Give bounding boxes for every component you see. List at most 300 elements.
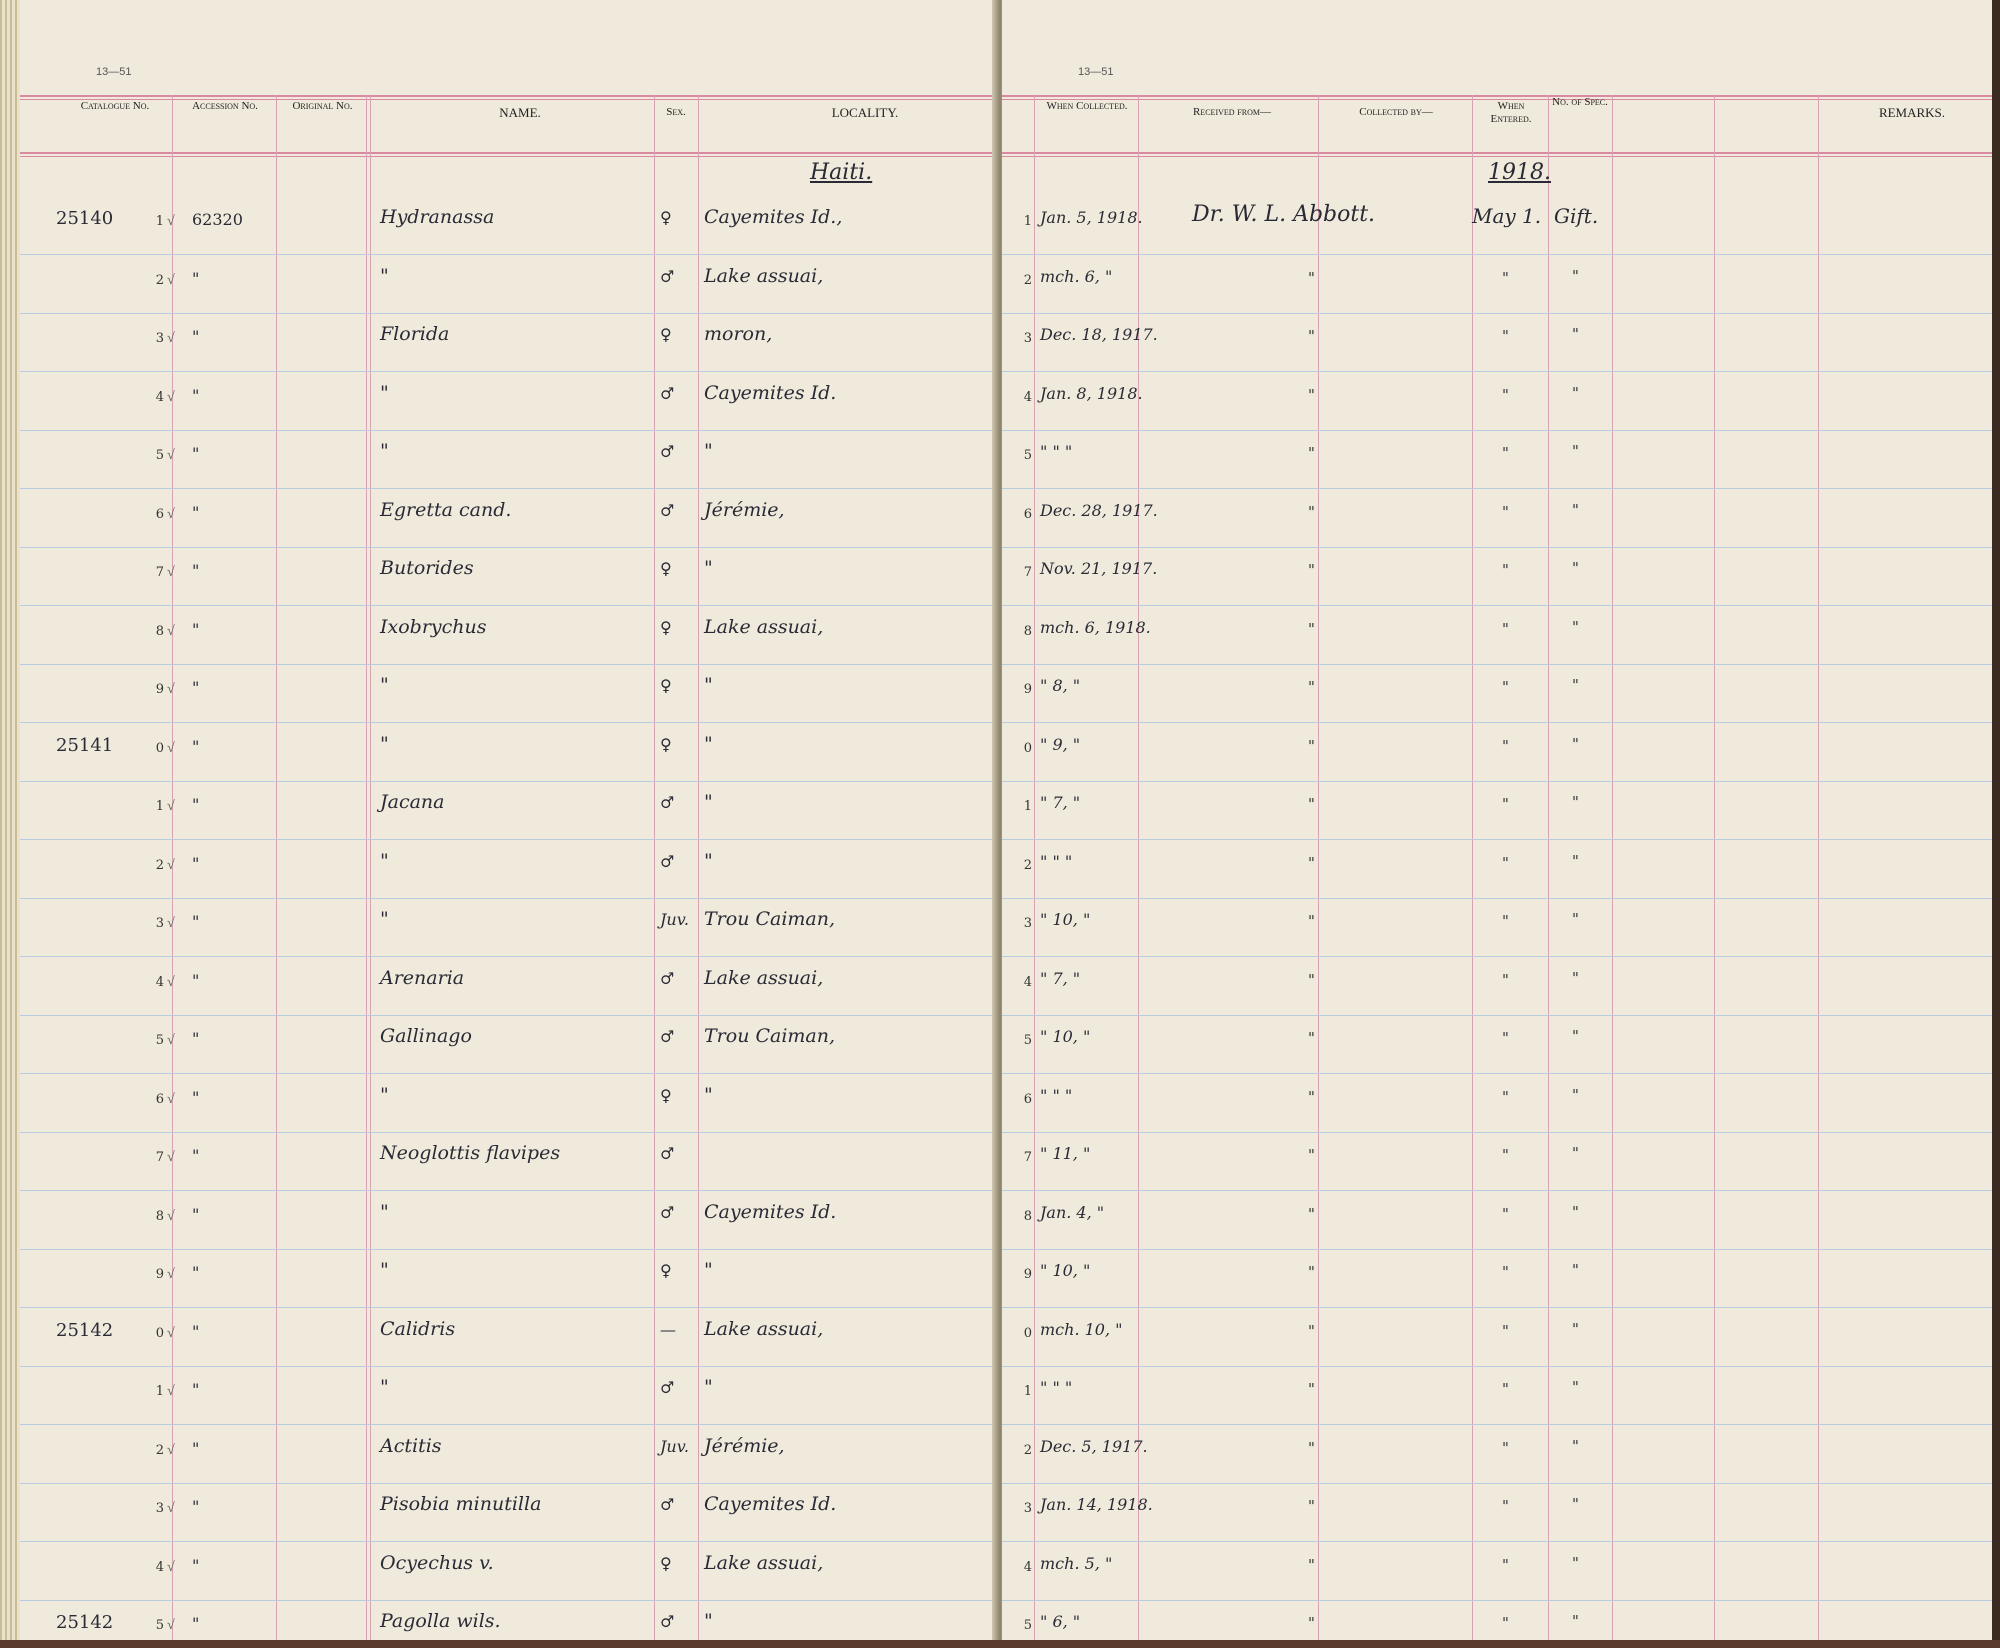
entered-ditto: " (1502, 1146, 1509, 1164)
species-name: Florida (380, 323, 450, 345)
sex-value: ♂ (660, 1144, 675, 1163)
spec-ditto: " (1572, 734, 1579, 753)
right-page (1002, 0, 1992, 1640)
row-index: 4 (155, 974, 164, 990)
row-index: 8 (1023, 1208, 1032, 1224)
entered-ditto: " (1502, 795, 1509, 813)
spec-ditto: " (1572, 617, 1579, 636)
row-index: 6 (155, 1091, 164, 1107)
ruled-line (1002, 1073, 1992, 1074)
received-ditto: " (1308, 561, 1315, 579)
sex-value: ♂ (660, 1027, 675, 1046)
header-sex: Sex. (666, 106, 686, 118)
header-collected-by: Collected by— (1359, 106, 1433, 118)
received-ditto: " (1308, 795, 1315, 813)
row-index: 2 (155, 272, 164, 288)
check-mark: √ (167, 1618, 175, 1633)
spec-ditto: " (1572, 383, 1579, 402)
received-ditto: " (1308, 1204, 1315, 1223)
catalogue-number: 25140 (56, 208, 114, 229)
locality-value: Cayemites Id. (704, 1200, 837, 1223)
sex-value: Juv. (660, 1436, 689, 1456)
entered-ditto: " (1502, 1438, 1509, 1457)
row-index: 7 (1023, 565, 1032, 580)
sex-value: ♀ (660, 617, 672, 637)
row-index: 2 (1023, 857, 1032, 873)
sex-value: ♂ (660, 968, 675, 988)
sex-value: ♀ (660, 1553, 672, 1573)
row-index: 8 (155, 623, 164, 639)
check-mark: √ (167, 740, 175, 756)
entered-ditto: " (1502, 619, 1509, 638)
spec-ditto: " (1572, 442, 1579, 460)
check-mark: √ (167, 1267, 175, 1282)
row-index: 5 (1023, 1618, 1032, 1633)
ruled-line (20, 1015, 1000, 1016)
row-index: 2 (1023, 272, 1032, 288)
ruled-line (1002, 371, 1992, 372)
ruled-line (20, 313, 1000, 314)
row-index: 5 (155, 1618, 164, 1633)
row-index: 1 (1023, 1384, 1032, 1399)
row-index: 7 (155, 565, 164, 580)
header-rule-bottom (1002, 152, 1992, 154)
date-collected: " 7, " (1040, 968, 1081, 988)
accession-number: " (192, 678, 200, 697)
received-ditto: " (1308, 1321, 1315, 1340)
row-index: 2 (1023, 1442, 1032, 1458)
ruled-line (1002, 664, 1992, 665)
ruled-line (20, 488, 1000, 489)
header-when-collected: When Collected. (1046, 100, 1128, 112)
date-collected: " " " (1040, 442, 1073, 461)
check-mark: √ (167, 448, 175, 463)
entered-ditto: " (1502, 327, 1509, 345)
locality-value: Cayemites Id. (704, 381, 837, 404)
accession-number: " (192, 1380, 200, 1399)
row-index: 5 (155, 1033, 164, 1048)
ruled-line (1002, 1249, 1992, 1250)
check-mark: √ (167, 1208, 175, 1224)
row-index: 1 (155, 799, 164, 814)
row-index: 3 (1023, 331, 1032, 346)
ruled-line (20, 1190, 1000, 1191)
ruled-line (1002, 839, 1992, 840)
locality-value: Cayemites Id., (704, 206, 843, 228)
received-ditto: " (1308, 1438, 1315, 1457)
col-divider (1318, 95, 1319, 1640)
accession-number: " (192, 912, 200, 931)
row-index: 1 (1023, 214, 1032, 229)
species-name: Hydranassa (380, 206, 495, 228)
row-index: 4 (1023, 974, 1032, 990)
locality-value: moron, (704, 323, 773, 345)
header-rule-bottom (20, 152, 1000, 154)
date-collected: " " " (1040, 1085, 1073, 1105)
entered-ditto: " (1502, 1614, 1509, 1632)
sex-value: ♀ (660, 734, 672, 754)
ruled-line (1002, 1132, 1992, 1133)
row-index: 0 (155, 740, 164, 756)
accession-number: " (192, 1321, 200, 1341)
row-index: 6 (1023, 1091, 1032, 1107)
row-index: 9 (1023, 682, 1032, 697)
received-ditto: " (1308, 736, 1315, 755)
spec-ditto: " (1572, 851, 1579, 870)
ruled-line (1002, 254, 1992, 255)
species-name: Butorides (380, 557, 474, 579)
sex-value: ♂ (660, 1202, 675, 1222)
species-name: " (380, 1200, 389, 1223)
entered-ditto: " (1502, 444, 1509, 462)
ruled-line (20, 898, 1000, 899)
entered-ditto: " (1502, 561, 1509, 579)
ruled-line (20, 1483, 1000, 1484)
header-no-of-spec: No. of Spec. (1552, 96, 1608, 108)
received-ditto: " (1308, 268, 1315, 287)
entered-ditto: " (1502, 1087, 1509, 1106)
check-mark: √ (167, 799, 175, 814)
spec-first-value: Gift. (1554, 204, 1599, 228)
year-heading: 1918. (1488, 160, 1551, 185)
col-divider (1472, 95, 1473, 1640)
check-mark: √ (167, 857, 175, 873)
accession-number: " (192, 1263, 200, 1282)
header-original: Original No. (292, 100, 353, 112)
received-ditto: " (1308, 385, 1315, 404)
locality-value: Lake assuai, (704, 615, 824, 638)
accession-number: " (192, 1614, 200, 1633)
accession-number: " (192, 853, 200, 873)
locality-value: " (704, 732, 713, 755)
species-name: Ocyechus v. (380, 1551, 494, 1574)
species-name: " (380, 264, 389, 287)
left-page-number: 13—51 (96, 66, 132, 78)
date-collected: Nov. 21, 1917. (1040, 559, 1158, 578)
species-name: Egretta cand. (380, 498, 512, 521)
locality-value: Trou Caiman, (704, 1025, 836, 1047)
row-index: 2 (155, 857, 164, 873)
spec-ditto: " (1572, 1378, 1579, 1396)
date-collected: Jan. 4, " (1040, 1202, 1105, 1222)
ruled-line (20, 1424, 1000, 1425)
check-mark: √ (167, 272, 175, 288)
check-mark: √ (167, 331, 175, 346)
header-name: NAME. (499, 105, 541, 120)
entered-ditto: " (1502, 268, 1509, 287)
row-index: 9 (155, 1267, 164, 1282)
accession-number: " (192, 795, 200, 814)
accession-number: " (192, 1204, 200, 1224)
check-mark: √ (167, 506, 175, 522)
row-index: 3 (1023, 916, 1032, 931)
entered-ditto: " (1502, 1029, 1509, 1047)
header-remarks: REMARKS. (1878, 105, 1946, 120)
received-ditto: " (1308, 1380, 1315, 1398)
check-mark: √ (167, 682, 175, 697)
ruled-line (1002, 1541, 1992, 1542)
ruled-line (20, 781, 1000, 782)
date-collected: " 7, " (1040, 793, 1081, 812)
row-index: 1 (155, 1384, 164, 1399)
species-name: Ixobrychus (380, 615, 487, 638)
sex-value: ♂ (660, 500, 675, 520)
accession-number: " (192, 970, 200, 990)
species-name: Arenaria (380, 966, 465, 989)
ruled-line (1002, 1424, 1992, 1425)
received-ditto: " (1308, 1614, 1315, 1632)
catalogue-number: 25142 (56, 1612, 114, 1633)
row-index: 4 (155, 389, 164, 405)
entered-ditto: " (1502, 912, 1509, 930)
header-catalogue: Catalogue No. (80, 100, 150, 112)
ruled-line (20, 605, 1000, 606)
ruled-line (20, 254, 1000, 255)
locality-value: Lake assuai, (704, 1317, 824, 1340)
locality-value: Cayemites Id. (704, 1493, 837, 1515)
accession-number: " (192, 736, 200, 756)
check-mark: √ (167, 1442, 175, 1458)
locality-value: " (704, 557, 713, 579)
spec-ditto: " (1572, 1495, 1579, 1513)
accession-number: " (192, 1146, 200, 1165)
header-rule-bottom2 (1002, 156, 1992, 157)
entered-ditto: " (1502, 853, 1509, 872)
ruled-line (20, 956, 1000, 957)
check-mark: √ (167, 1325, 175, 1341)
species-name: " (380, 908, 389, 930)
sex-value: ♂ (660, 851, 675, 871)
col-divider (1818, 95, 1819, 1640)
sex-value: ♂ (660, 1378, 675, 1397)
row-index: 7 (155, 1150, 164, 1165)
ruled-line (1002, 430, 1992, 431)
spec-ditto: " (1572, 266, 1579, 285)
col-divider (698, 95, 699, 1640)
row-index: 0 (1023, 740, 1032, 756)
received-ditto: " (1308, 853, 1315, 872)
ruled-line (20, 664, 1000, 665)
ruled-line (1002, 313, 1992, 314)
ruled-line (1002, 898, 1992, 899)
spec-ditto: " (1572, 1436, 1579, 1455)
row-index: 4 (155, 1559, 164, 1575)
species-name: Calidris (380, 1317, 456, 1340)
header-rule-top (20, 95, 1000, 97)
entered-ditto: " (1502, 1380, 1509, 1398)
row-index: 5 (1023, 1033, 1032, 1048)
species-name: Gallinago (380, 1025, 472, 1047)
received-ditto: " (1308, 619, 1315, 638)
species-name: " (380, 381, 389, 404)
sex-value: ♀ (660, 325, 672, 344)
entered-ditto: " (1502, 1555, 1509, 1574)
left-page (20, 0, 1002, 1640)
date-collected: " 10, " (1040, 1261, 1091, 1280)
row-index: 5 (1023, 448, 1032, 463)
header-received-from: Received from— (1193, 106, 1271, 118)
catalogue-number: 25141 (56, 734, 114, 756)
date-collected: Dec. 5, 1917. (1040, 1436, 1148, 1456)
accession-number: " (192, 1029, 200, 1048)
species-name: Neoglottis flavipes (380, 1142, 561, 1164)
sex-value: ♂ (660, 1495, 675, 1514)
row-index: 9 (155, 682, 164, 697)
row-index: 2 (155, 1442, 164, 1458)
species-name: " (380, 1083, 389, 1106)
entered-ditto: " (1502, 736, 1509, 755)
accession-number: " (192, 1555, 200, 1575)
spec-ditto: " (1572, 676, 1579, 694)
row-index: 3 (155, 1501, 164, 1516)
sex-value: ♂ (660, 266, 675, 286)
col-divider (370, 95, 371, 1640)
check-mark: √ (167, 1091, 175, 1107)
locality-value: " (704, 1083, 713, 1106)
received-ditto: " (1308, 327, 1315, 345)
check-mark: √ (167, 214, 175, 229)
locality-value: Jérémie, (704, 498, 785, 521)
ruled-line (20, 430, 1000, 431)
received-ditto: " (1308, 1497, 1315, 1515)
row-index: 7 (1023, 1150, 1032, 1165)
locality-value: " (704, 1259, 713, 1281)
sex-value: ♀ (660, 1261, 672, 1280)
entered-ditto: " (1502, 678, 1509, 696)
species-name: Pagolla wils. (380, 1610, 501, 1632)
ruled-line (1002, 1015, 1992, 1016)
sex-value: ♂ (660, 442, 675, 461)
ruled-line (20, 1600, 1000, 1601)
header-rule-bottom2 (20, 156, 1000, 157)
received-ditto: " (1308, 1087, 1315, 1106)
locality-value: " (704, 849, 713, 872)
received-ditto: " (1308, 912, 1315, 930)
spec-ditto: " (1572, 559, 1579, 577)
ruled-line (20, 839, 1000, 840)
date-collected: " 10, " (1040, 1027, 1091, 1046)
date-collected: Jan. 8, 1918. (1040, 383, 1143, 403)
accession-number: " (192, 619, 200, 639)
check-mark: √ (167, 1559, 175, 1575)
ruled-line (1002, 547, 1992, 548)
date-collected: " " " (1040, 1378, 1073, 1397)
received-ditto: " (1308, 1555, 1315, 1574)
locality-value: Lake assuai, (704, 966, 824, 989)
ruled-line (1002, 1190, 1992, 1191)
spec-ditto: " (1572, 910, 1579, 928)
sex-value: ♂ (660, 793, 675, 812)
row-index: 3 (1023, 1501, 1032, 1516)
sex-value: ♂ (660, 383, 675, 403)
sex-value: ♂ (660, 1612, 675, 1631)
date-collected: " 9, " (1040, 734, 1081, 754)
date-collected: Jan. 14, 1918. (1040, 1495, 1153, 1514)
spec-ditto: " (1572, 793, 1579, 811)
row-index: 9 (1023, 1267, 1032, 1282)
spec-ditto: " (1572, 1202, 1579, 1221)
date-collected: " 8, " (1040, 676, 1081, 695)
header-rule-top (1002, 95, 1992, 97)
accession-number: " (192, 1438, 200, 1458)
row-index: 3 (155, 916, 164, 931)
species-name: " (380, 674, 389, 696)
date-collected: mch. 5, " (1040, 1553, 1113, 1573)
received-ditto: " (1308, 678, 1315, 696)
entered-first-value: May 1. (1472, 204, 1542, 228)
accession-number: " (192, 561, 200, 580)
entered-ditto: " (1502, 1321, 1509, 1340)
row-index: 0 (1023, 1325, 1032, 1341)
header-locality: LOCALITY. (831, 105, 899, 120)
date-collected: mch. 6, 1918. (1040, 617, 1151, 637)
entered-ditto: " (1502, 385, 1509, 404)
spec-ditto: " (1572, 968, 1579, 987)
catalogue-number: 25142 (56, 1319, 114, 1341)
right-page-number: 13—51 (1078, 66, 1114, 78)
locality-value: " (704, 791, 713, 813)
date-collected: mch. 10, " (1040, 1319, 1123, 1339)
date-collected: " 11, " (1040, 1144, 1091, 1163)
col-divider (1612, 95, 1613, 1640)
ruled-line (20, 722, 1000, 723)
ruled-line (20, 1366, 1000, 1367)
header-accession: Accession No. (192, 100, 258, 112)
ruled-line (20, 1307, 1000, 1308)
check-mark: √ (167, 974, 175, 990)
sex-value: ♀ (660, 208, 672, 227)
sex-value: Juv. (660, 910, 689, 929)
locality-value: Lake assuai, (704, 1551, 824, 1574)
ruled-line (20, 1073, 1000, 1074)
check-mark: √ (167, 565, 175, 580)
check-mark: √ (167, 1501, 175, 1516)
locality-value: Lake assuai, (704, 264, 824, 287)
date-collected: Jan. 5, 1918. (1040, 208, 1143, 227)
species-name: " (380, 1259, 389, 1281)
species-name: " (380, 440, 389, 462)
received-ditto: " (1308, 502, 1315, 521)
date-collected: mch. 6, " (1040, 266, 1113, 286)
spec-ditto: " (1572, 1319, 1579, 1338)
ruled-line (20, 1541, 1000, 1542)
ruled-line (20, 1249, 1000, 1250)
spec-ditto: " (1572, 1553, 1579, 1572)
row-index: 1 (155, 214, 164, 229)
spec-ditto: " (1572, 500, 1579, 519)
received-ditto: " (1308, 970, 1315, 989)
header-when-entered: When Entered. (1490, 100, 1532, 125)
check-mark: √ (167, 389, 175, 405)
received-ditto: " (1308, 444, 1315, 462)
locality-value: Jérémie, (704, 1434, 785, 1457)
ruled-line (20, 371, 1000, 372)
accession-number: " (192, 502, 200, 522)
entered-ditto: " (1502, 502, 1509, 521)
check-mark: √ (167, 1150, 175, 1165)
row-index: 8 (155, 1208, 164, 1224)
accession-number: " (192, 268, 200, 288)
spec-ditto: " (1572, 1612, 1579, 1630)
ruled-line (20, 547, 1000, 548)
date-collected: Dec. 18, 1917. (1040, 325, 1158, 344)
ruled-line (1002, 1307, 1992, 1308)
accession-number: 62320 (192, 210, 243, 229)
row-index: 0 (155, 1325, 164, 1341)
check-mark: √ (167, 916, 175, 931)
row-index: 4 (1023, 1559, 1032, 1575)
entered-ditto: " (1502, 1263, 1509, 1281)
